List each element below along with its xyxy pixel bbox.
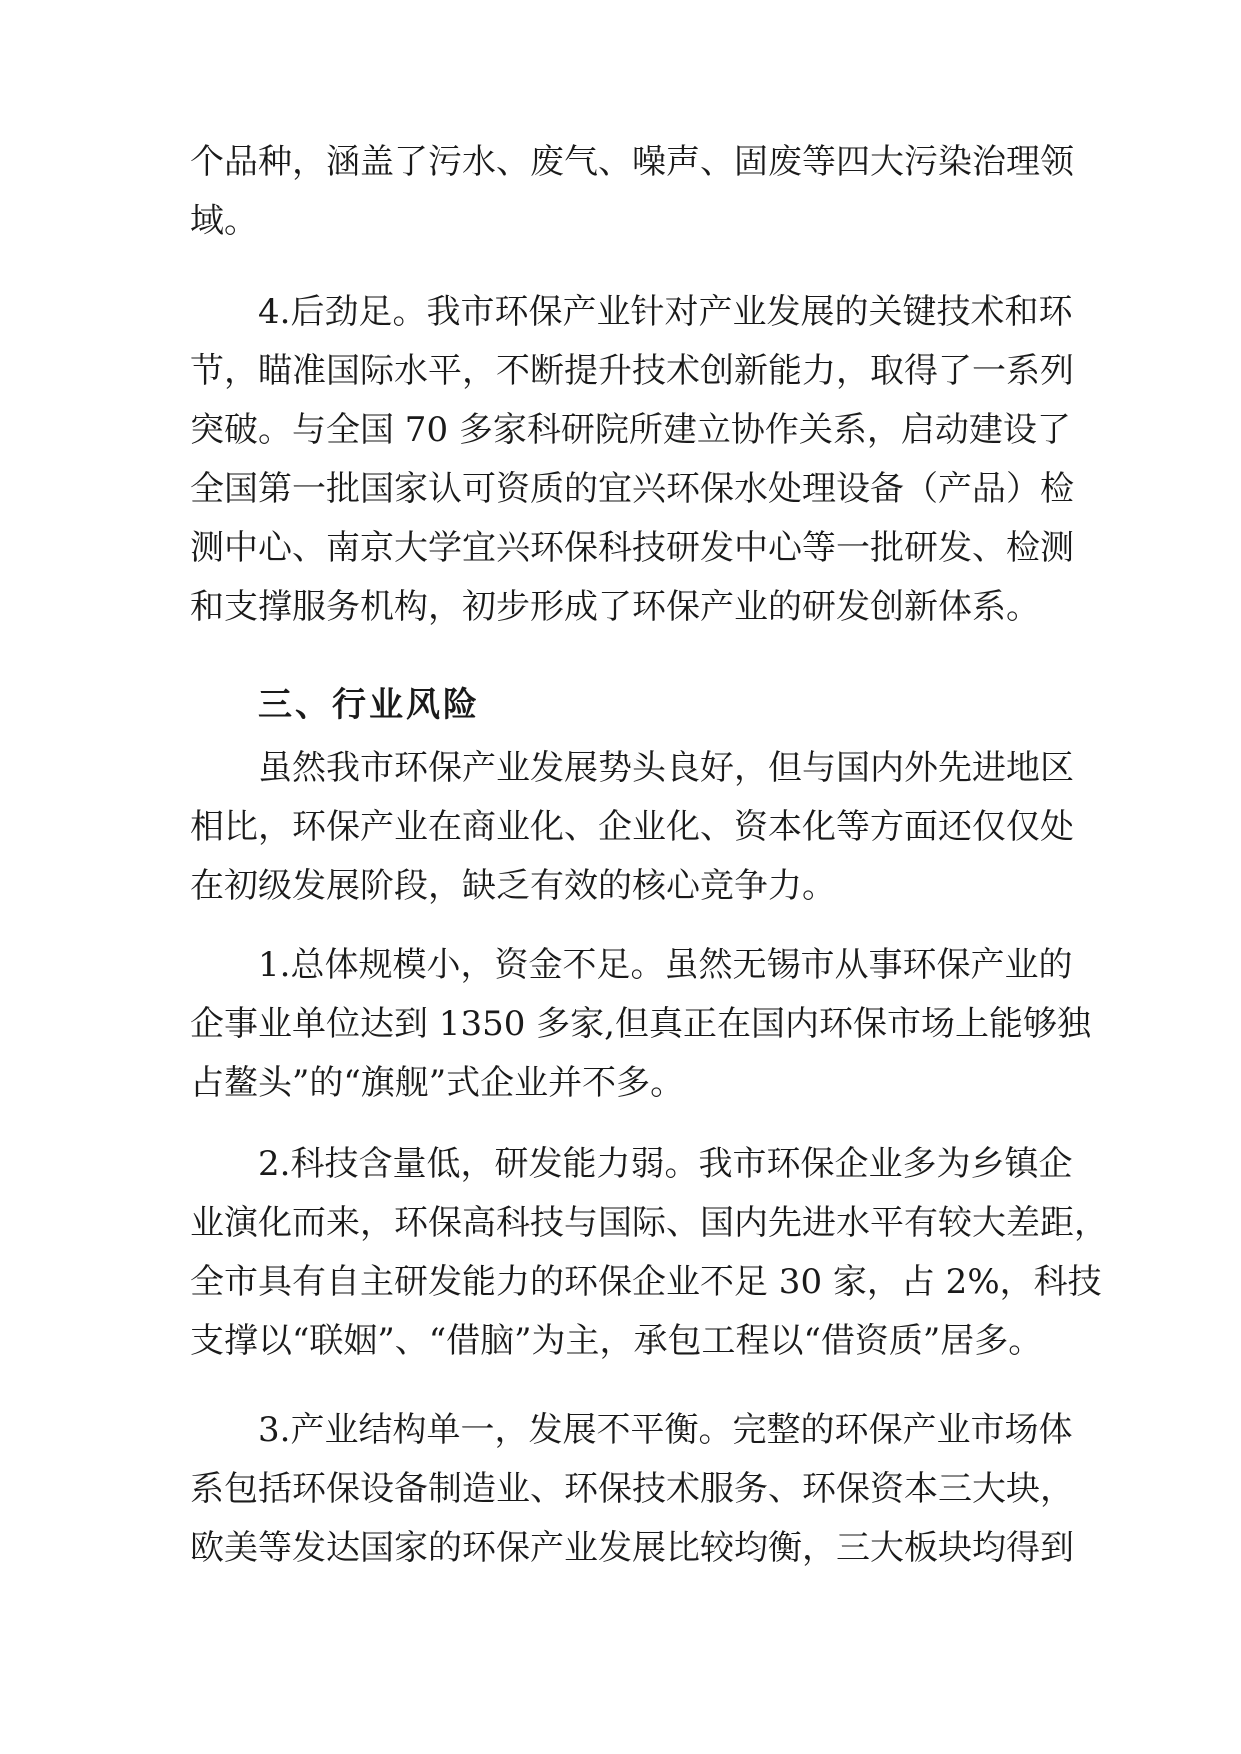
text-line: 4.后劲足。我市环保产业针对产业发展的关键技术和环 (258, 292, 1073, 332)
text-line: 占鳌头”的“旗舰”式企业并不多。 (190, 1063, 685, 1103)
text-line: 欧美等发达国家的环保产业发展比较均衡，三大板块均得到 (190, 1528, 1074, 1568)
text-line: 企事业单位达到 1350 多家,但真正在国内环保市场上能够独 (190, 1004, 1091, 1044)
text-line: 全市具有自主研发能力的环保企业不足 30 家，占 2%，科技 (190, 1262, 1102, 1302)
text-line: 3.产业结构单一，发展不平衡。完整的环保产业市场体 (258, 1410, 1073, 1450)
text-line: 2.科技含量低，研发能力弱。我市环保企业多为乡镇企 (258, 1144, 1073, 1184)
text-line: 支撑以“联姻”、“借脑”为主，承包工程以“借资质”居多。 (190, 1321, 1043, 1361)
text-line: 突破。与全国 70 多家科研院所建立协作关系，启动建设了 (190, 410, 1071, 450)
text-line: 业演化而来，环保高科技与国际、国内先进水平有较大差距， (190, 1203, 1108, 1243)
section-heading: 三、行业风险 (258, 685, 480, 725)
text-line: 域。 (190, 201, 258, 241)
text-line: 虽然我市环保产业发展势头良好，但与国内外先进地区 (258, 748, 1074, 788)
text-line: 在初级发展阶段，缺乏有效的核心竞争力。 (190, 866, 836, 906)
text-line: 个品种，涵盖了污水、废气、噪声、固废等四大污染治理领 (190, 142, 1074, 182)
text-line: 测中心、南京大学宜兴环保科技研发中心等一批研发、检测 (190, 528, 1074, 568)
text-line: 节，瞄准国际水平，不断提升技术创新能力，取得了一系列 (190, 351, 1074, 391)
text-line: 系包括环保设备制造业、环保技术服务、环保资本三大块， (190, 1469, 1074, 1509)
text-line: 全国第一批国家认可资质的宜兴环保水处理设备（产品）检 (190, 469, 1074, 509)
text-line: 1.总体规模小，资金不足。虽然无锡市从事环保产业的 (258, 945, 1073, 985)
text-line: 和支撑服务机构，初步形成了环保产业的研发创新体系。 (190, 587, 1040, 627)
text-line: 相比，环保产业在商业化、企业化、资本化等方面还仅仅处 (190, 807, 1074, 847)
